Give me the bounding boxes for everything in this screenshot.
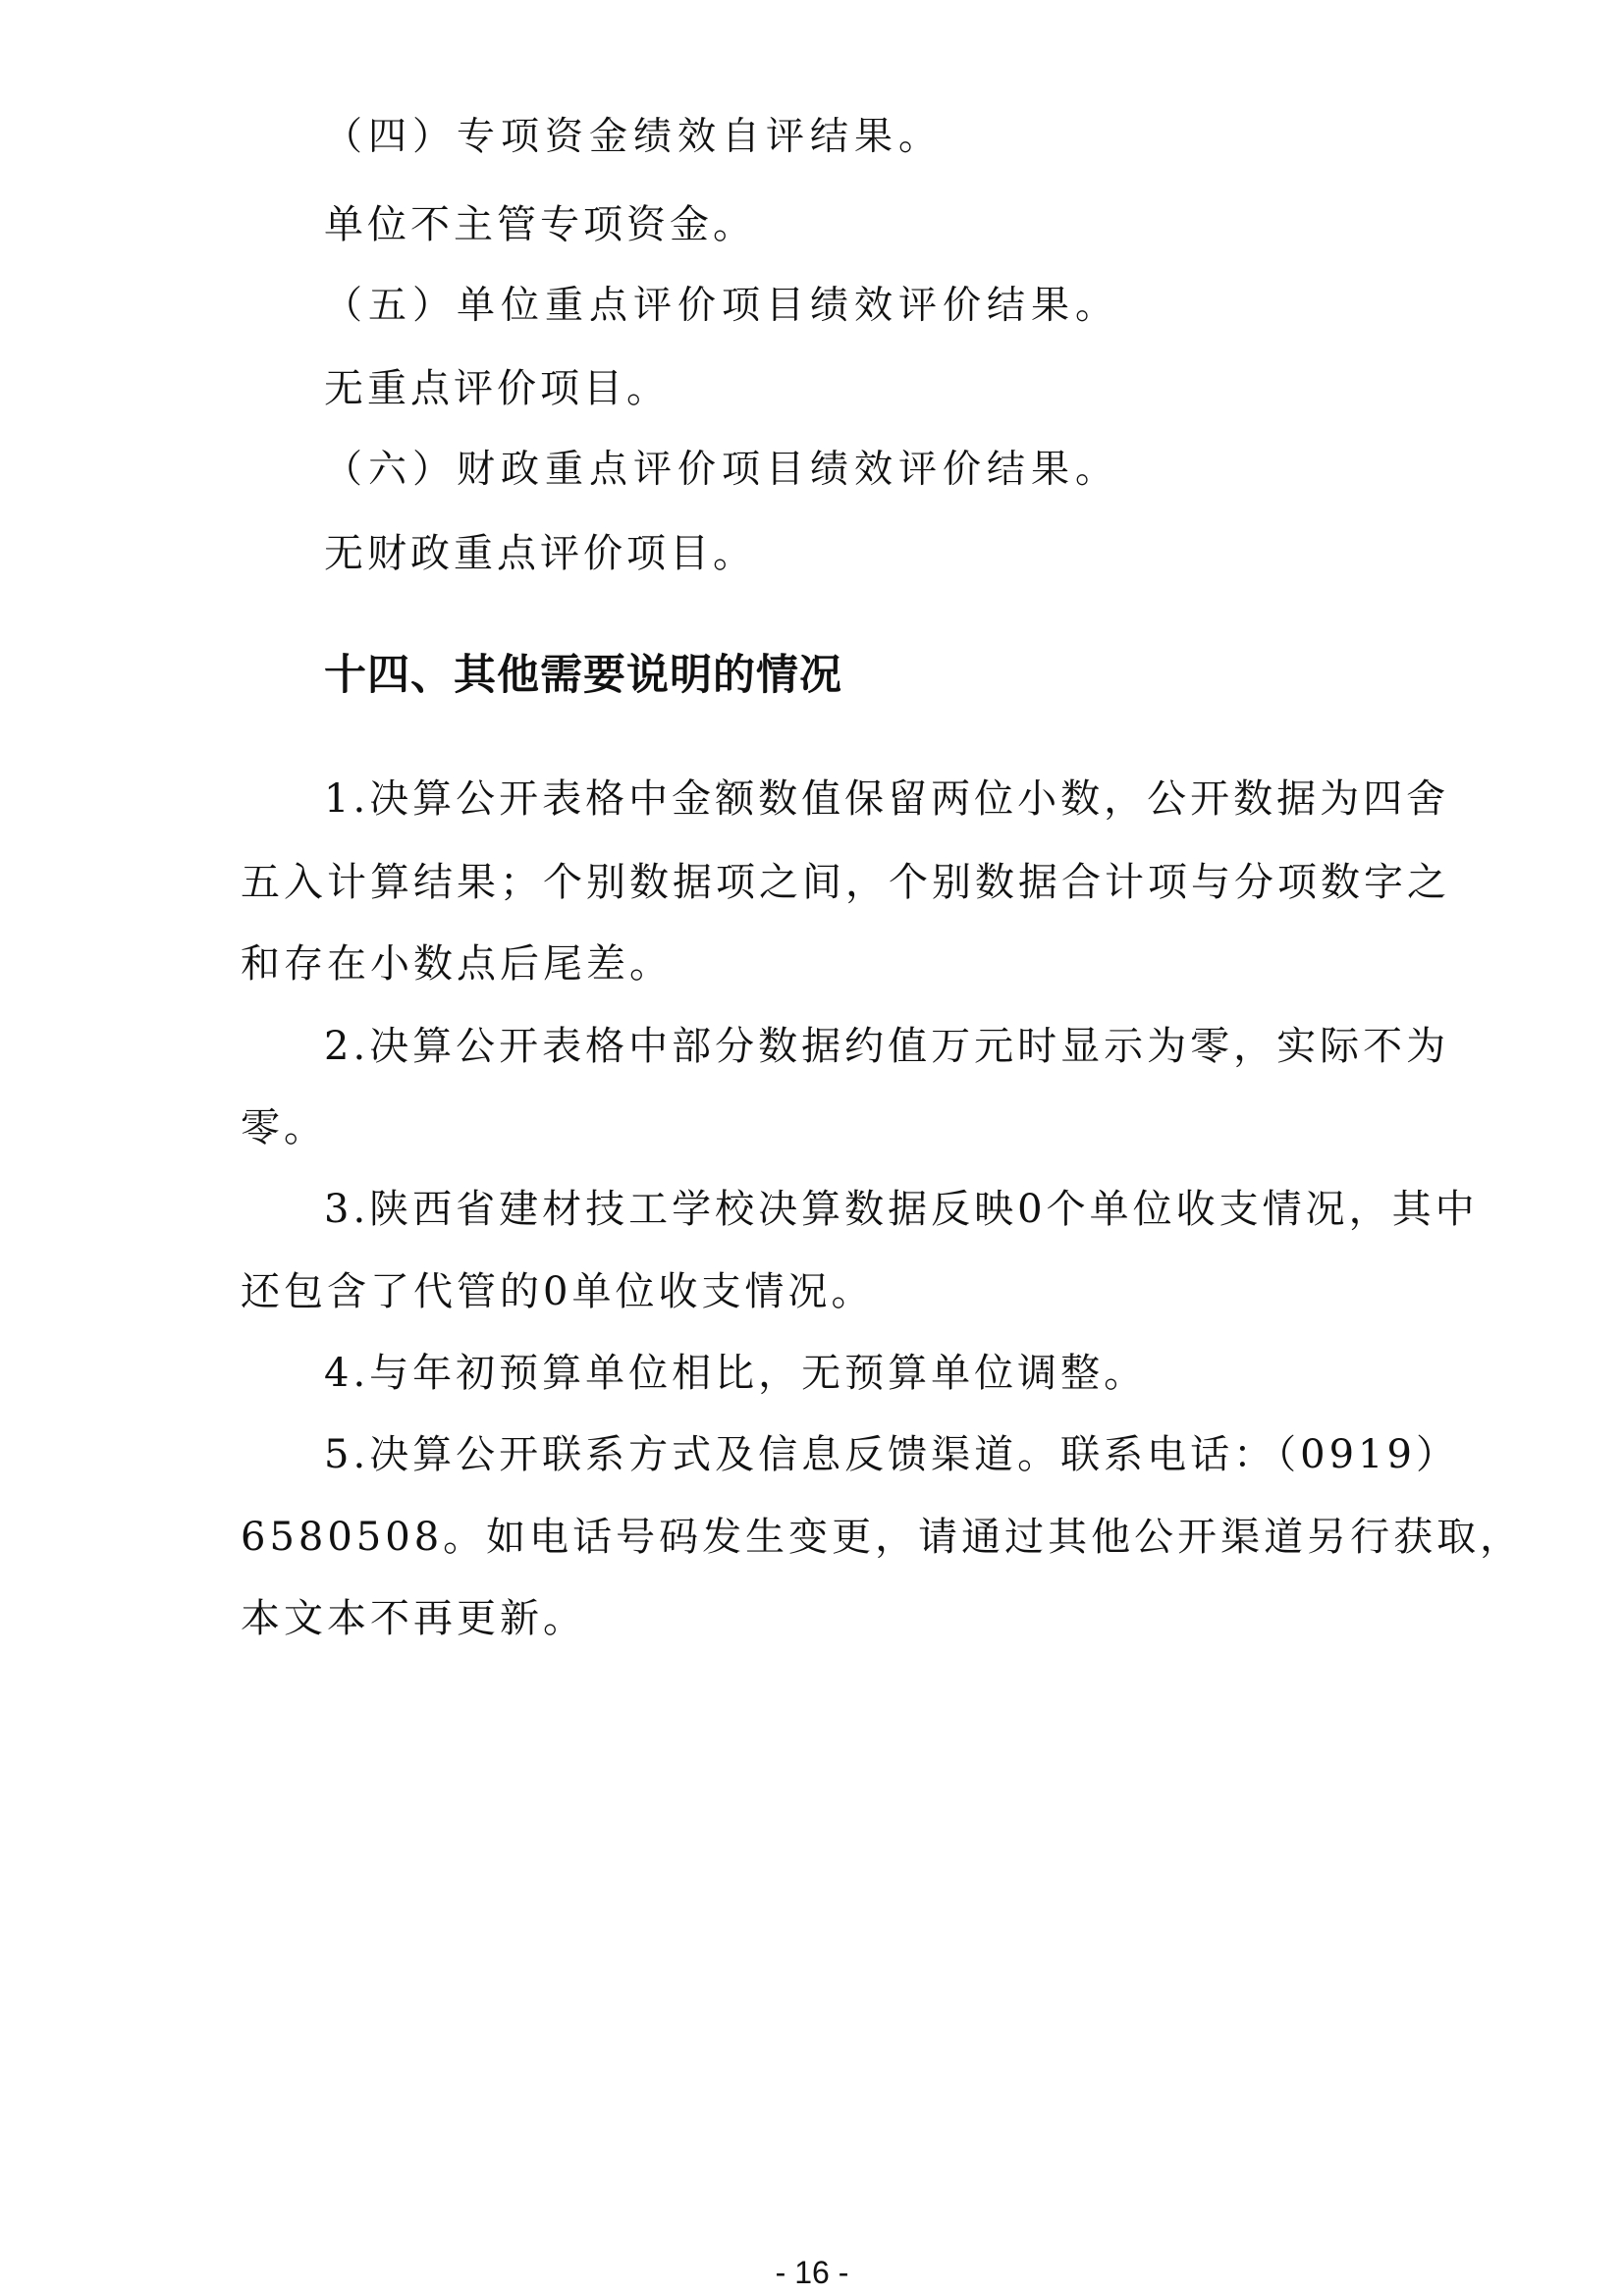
paragraph-2-line-2: 零。 [241, 1105, 327, 1150]
subsection-heading-4: （四）专项资金绩效自评结果。 [324, 115, 944, 159]
section-title: 十四、其他需要说明的情况 [324, 651, 842, 700]
paragraph-1-line-1: 1.决算公开表格中金额数值保留两位小数，公开数据为四舍 [324, 776, 1450, 822]
paragraph-5-line-2: 6580508。如电话号码发生变更，请通过其他公开渠道另行获取， [241, 1515, 1524, 1560]
paragraph-2-line-1: 2.决算公开表格中部分数据约值万元时显示为零，实际不为 [324, 1024, 1450, 1069]
paragraph-1-line-3: 和存在小数点后尾差。 [241, 941, 673, 987]
paragraph-5-line-1: 5.决算公开联系方式及信息反馈渠道。联系电话：（0919） [324, 1432, 1459, 1477]
subsection-heading-5: （五）单位重点评价项目绩效评价结果。 [324, 284, 1120, 328]
paragraph-5-line-3: 本文本不再更新。 [241, 1596, 586, 1641]
page-number: - 16 - [775, 2255, 849, 2290]
paragraph-4-line-1: 4.与年初预算单位相比，无预算单位调整。 [324, 1351, 1148, 1396]
subsection-text-4: 单位不主管专项资金。 [324, 202, 756, 247]
subsection-text-5: 无重点评价项目。 [324, 366, 670, 411]
paragraph-3-line-2: 还包含了代管的0单位收支情况。 [241, 1269, 875, 1314]
subsection-text-6: 无财政重点评价项目。 [324, 531, 756, 576]
paragraph-1-line-2: 五入计算结果；个别数据项之间，个别数据合计项与分项数字之 [241, 860, 1450, 905]
subsection-heading-6: （六）财政重点评价项目绩效评价结果。 [324, 448, 1120, 492]
paragraph-3-line-1: 3.陕西省建材技工学校决算数据反映0个单位收支情况，其中 [324, 1187, 1479, 1232]
